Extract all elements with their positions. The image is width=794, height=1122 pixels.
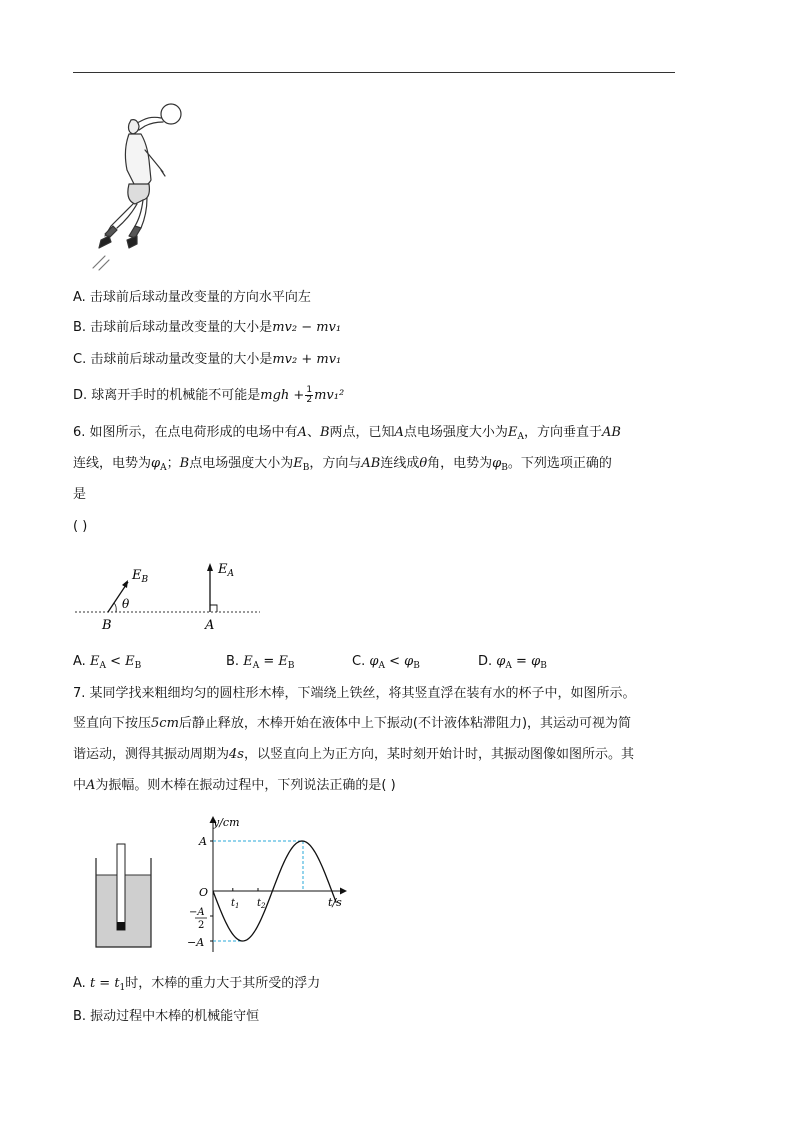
volleyball-player-figure: [85, 100, 195, 275]
q5-option-d: D. 球离开手时的机械能不可能是mgh + $\frac{1}{2}$ mv₁²: [73, 385, 345, 405]
point-b-label: B: [102, 618, 112, 633]
ea-arrowhead: [207, 563, 213, 571]
q7-option-b: B. 振动过程中木棒的机械能守恒: [73, 1009, 260, 1024]
q6-option-a: A. $E_A < E_B$: [73, 654, 142, 671]
q7-stem-line1: 7. 某同学找来粗细均匀的圆柱形木棒，下端绕上铁丝，将其竖直浮在装有水的杯子中，如图所示。: [73, 686, 636, 701]
oscillation-graph: [185, 812, 360, 957]
q5-option-b-expr: mv₂ − mv₁: [272, 320, 342, 335]
eb-label: $E_B$: [132, 568, 149, 585]
eb-arrowhead: [122, 580, 128, 588]
q6-option-c: C. $\varphi_A < \varphi_B$: [352, 654, 420, 671]
t2-tick-label: $t_2$: [257, 898, 266, 910]
q5-option-c-expr: mv₂ + mv₁: [272, 352, 342, 367]
x-axis-label: t/s: [328, 896, 342, 909]
q6-option-d: D. $\varphi_A = \varphi_B$: [478, 654, 547, 671]
q5-option-a: A. 击球前后球动量改变量的方向水平向左: [73, 290, 311, 305]
ea-label: $E_A$: [218, 562, 234, 579]
q6-stem-line3: 是: [73, 487, 87, 502]
q6-stem-line1: 6. 如图所示，在点电荷形成的电场中有A、B两点，已知A点电场强度大小为$E_A$，方向垂直于AB: [73, 425, 621, 442]
origin-label: O: [199, 886, 209, 899]
t1-tick-label: $t_1$: [231, 898, 240, 910]
point-a-label: A: [205, 618, 215, 633]
right-angle-mark: [210, 605, 217, 612]
q7-stem-line3: 谐运动，测得其振动周期为4s，以竖直向上为正方向，某时刻开始计时，其振动图像如图所示。其: [73, 747, 634, 762]
neg-half-amplitude-den: 2: [198, 920, 205, 931]
q7-stem-line4: 中A为振幅。则木棒在振动过程中，下列说法正确的是( ): [73, 778, 396, 793]
q5-option-c: C. 击球前后球动量改变量的大小是mv₂ + mv₁: [73, 352, 342, 367]
q6-stem-line2: 连线，电势为$\varphi_A$；B点电场强度大小为$E_B$，方向与AB连线成θ角，电势为$\varphi_B$。下列选项正确的: [73, 456, 612, 473]
q5-option-b: B. 击球前后球动量改变量的大小是mv₂ − mv₁: [73, 320, 342, 335]
header-rule: [73, 72, 675, 73]
wooden-rod: [117, 844, 125, 930]
amplitude-tick-label: A: [199, 835, 207, 848]
iron-wire: [117, 922, 125, 930]
q7-stem-line2: 竖直向下按压5cm后静止释放，木棒开始在液体中上下振动(不计液体粘滞阻力)，其运动可视为简: [73, 716, 632, 731]
q6-option-b: B. $E_A = E_B$: [226, 654, 295, 671]
cup-with-rod-figure: [90, 838, 160, 953]
one-half-fraction: $\frac{1}{2}$: [306, 385, 313, 405]
neg-amplitude-tick-label: −A: [187, 936, 205, 949]
q7-option-a: A. $t = t_1$时，木棒的重力大于其所受的浮力: [73, 976, 321, 993]
q6-answer-bracket: ( ): [73, 519, 88, 534]
y-axis-label: y/cm: [213, 816, 240, 829]
electric-field-diagram: [70, 555, 270, 635]
theta-label: θ: [122, 597, 130, 611]
neg-half-amplitude-num: −A: [189, 907, 205, 918]
theta-arc: [114, 603, 116, 612]
